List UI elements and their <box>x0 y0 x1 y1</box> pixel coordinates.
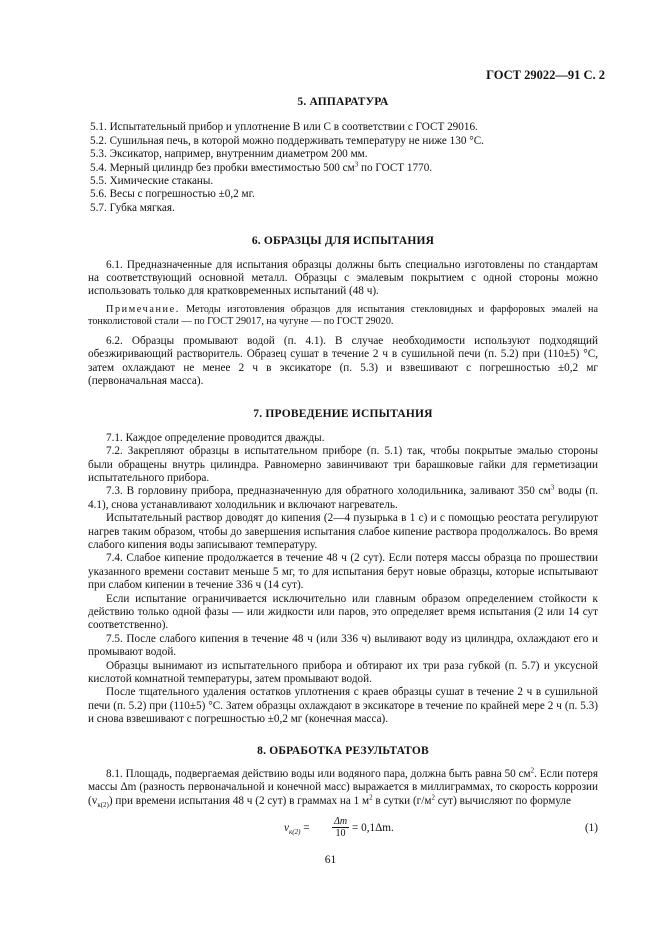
formula-1 <box>88 816 598 846</box>
para-text: воды (п. 4.1), снова устанавливают холодильник и включают нагреватель. <box>88 485 599 511</box>
page-number: 61 <box>324 854 337 866</box>
page-header: ГОСТ 29022—91 С. 2 <box>486 68 605 82</box>
formula-number: (1) <box>584 822 598 835</box>
note-label: Примечание. <box>106 303 180 315</box>
note <box>88 304 598 329</box>
superscript: 2 <box>369 793 373 802</box>
subscript: к(2) <box>97 801 109 810</box>
para-text: 8.1. Площадь, подвергаемая действию воды или водяного пара, должна быть равна 50 см <box>106 768 531 781</box>
list-item: 5.3. Эксикатор, например, внутренним диаметром 200 мм. <box>90 148 368 161</box>
section-6-title: 6. ОБРАЗЦЫ ДЛЯ ИСПЫТАНИЯ <box>251 235 435 248</box>
section-8-title: 8. ОБРАБОТКА РЕЗУЛЬТАТОВ <box>257 744 429 757</box>
formula-sub: к(2) <box>288 828 301 837</box>
formula-rhs: = 0,1Δm. <box>352 822 394 835</box>
paragraph: 7.1. Каждое определение проводится дважды. <box>106 431 325 444</box>
item-text: по ГОСТ 1770. <box>358 161 433 174</box>
superscript: 2 <box>530 766 535 775</box>
paragraph <box>88 485 598 512</box>
section-5-title: 5. АППАРАТУРА <box>297 96 389 108</box>
list-item <box>90 159 598 175</box>
list-item: 5.6. Весы с погрешностью ±0,2 мг. <box>90 188 255 201</box>
item-text: 5.4. Мерный цилиндр без пробки вместимостью 500 см <box>90 161 355 174</box>
paragraph: 6.1. Предназначенные для испытания образцы должны быть специально изготовлены по стандартам на соответствующий основной металл. Образцы с эмалевым покрытием с одной стороны можно использовать только для кратковременных испытаний (48 ч). <box>88 258 598 298</box>
paragraph <box>88 768 598 808</box>
para-text: сут) вычисляют по формуле <box>434 794 571 807</box>
section-5-list <box>88 121 598 215</box>
formula-fraction <box>332 816 349 839</box>
formula-lhs <box>284 822 310 835</box>
paragraph: 7.4. Слабое кипение продолжается в течение 48 ч (2 сут). Если потеря массы образца по прошествии указанного времени составит меньше 5 мг, то для испытания берут новые образцы, которые испытывают при слабом кипении в течение 336 ч (14 сут). <box>88 552 598 592</box>
list-item: 5.5. Химические стаканы. <box>90 175 214 188</box>
formula-equals: = <box>300 822 310 835</box>
superscript: 2 <box>431 793 435 802</box>
paragraph: После тщательного удаления остатков уплотнения с краев образцы сушат в течение 2 ч в сушильной печи (п. 5.2) при (110±5) °С. Затем образцы охлаждают в эксикаторе в течение по крайней мере 2 ч (п. 5.3) и снова взвешивают с погрешностью ±0,2 мг (конечная масса). <box>88 686 598 726</box>
fraction-denominator: 10 <box>335 828 346 840</box>
list-item: 5.7. Губка мягкая. <box>90 201 175 214</box>
paragraph: Если испытание ограничивается исключительно или главным образом определением стойкости к действию только одной фазы — или жидкости или паров, это определяет время испытания (2 или 14 сут соответственно). <box>88 592 598 632</box>
para-text: в сутки (г/м <box>372 794 432 807</box>
para-text: 7.3. В горловину прибора, предназначенную для обратного холодильника, заливают 350 см <box>106 485 551 498</box>
list-item: 5.1. Испытательный прибор и уплотнение В или С в соответствии с ГОСТ 29016. <box>90 121 478 134</box>
paragraph: Испытательный раствор доводят до кипения (2—4 пузырька в 1 с) и с помощью реостата регулируют нагрев таким образом, чтобы до завершения испытания слабое кипение раствора продолжалось. Во время слабого кипения воды записывают температуру. <box>88 512 598 551</box>
superscript: 3 <box>354 159 359 168</box>
paragraph: 7.2. Закрепляют образцы в испытательном приборе (п. 5.1) так, чтобы покрытые эмалью стороны были обращены внутрь цилиндра. Равномерно завинчивают три барашковые гайки для герметизации испытательного прибора. <box>88 445 598 484</box>
fraction-numerator: Δm <box>334 816 348 828</box>
para-text: ) при времени испытания 48 ч (2 сут) в граммах на 1 м <box>108 794 370 807</box>
document-body <box>88 96 598 846</box>
note-text: Методы изготовления образцов для испытания стекловидных и фарфоровых эмалей на тонколистовой стали — по ГОСТ 29017, на чугуне — по ГОСТ 29020. <box>88 303 598 328</box>
paragraph: Образцы вынимают из испытательного прибора и обтирают их три раза губкой (п. 5.7) и уксусной кислотой комнатной температуры, затем промывают водой. <box>88 659 598 686</box>
paragraph: 6.2. Образцы промывают водой (п. 4.1). В случае необходимости используют подходящий обезжиривающий растворитель. Образец сушат в течение 2 ч в сушильной печи (п. 5.2) при (110±5) °С, затем охлаждают не менее 2 ч в эксикаторе (п. 5.3) и взвешивают с погрешностью ±0,2 мг (первоначальная масса). <box>88 334 598 387</box>
list-item: 5.2. Сушильная печь, в которой можно поддерживать температуру не ниже 130 °С. <box>90 134 484 147</box>
section-7-title: 7. ПРОВЕДЕНИЕ ИСПЫТАНИЯ <box>253 408 433 421</box>
paragraph: 7.5. После слабого кипения в течение 48 ч (или 336 ч) выливают воду из цилиндра, охлаждают его и промывают водой. <box>88 632 598 659</box>
para-text: . Если потеря массы Δm (разность первоначальной и конечной масс) выражается в миллиграммах, то скорость коррозии (v <box>88 768 598 807</box>
superscript: 3 <box>550 483 555 492</box>
formula-var: v <box>284 822 289 835</box>
